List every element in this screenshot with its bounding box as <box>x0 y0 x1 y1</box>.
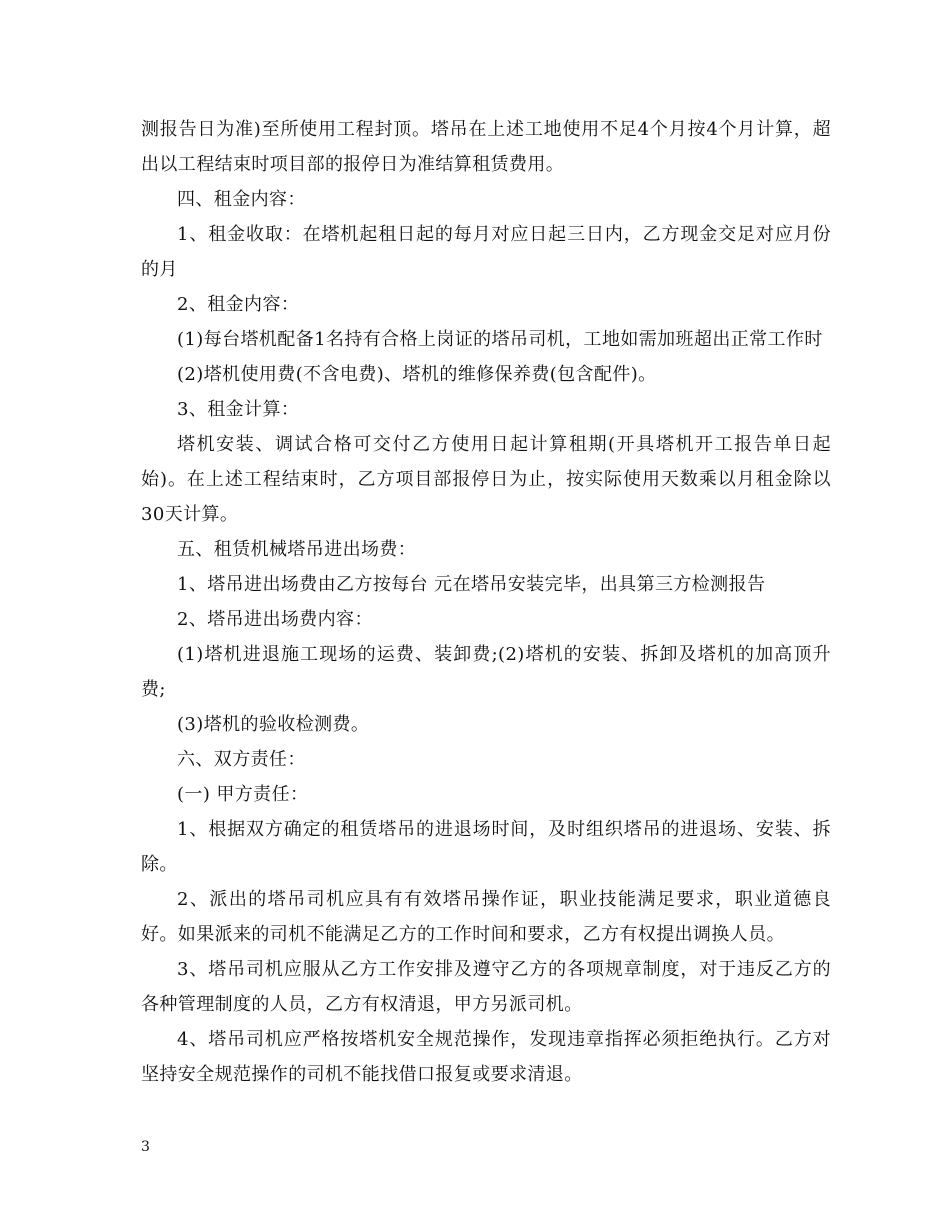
paragraph: 2、派出的塔吊司机应具有有效塔吊操作证，职业技能满足要求，职业道德良好。如果派来的司机不能满足乙方的工作时间和要求，乙方有权提出调换人员。 <box>141 889 831 945</box>
subsection-heading: (一) 甲方责任： <box>177 784 309 805</box>
document-body <box>141 112 831 1092</box>
paragraph: 4、塔吊司机应严格按塔机安全规范操作，发现违章指挥必须拒绝执行。乙方对坚持安全规范操作的司机不能找借口报复或要求清退。 <box>141 1029 831 1085</box>
paragraph: 1、租金收取：在塔机起租日起的每月对应日起三日内，乙方现金交足对应月份的月 <box>141 224 831 280</box>
subsection-heading: 2、塔吊进出场费内容： <box>177 609 373 630</box>
paragraph: 1、根据双方确定的租赁塔吊的进退场时间，及时组织塔吊的进退场、安装、拆除。 <box>141 819 831 875</box>
paragraph: (2)塔机使用费(不含电费)、塔机的维修保养费(包含配件)。 <box>177 364 657 385</box>
paragraph: 1、塔吊进出场费由乙方按每台 元在塔吊安装完毕，出具第三方检测报告 <box>177 574 766 595</box>
section-heading: 五、租赁机械塔吊进出场费： <box>177 539 417 560</box>
section-heading: 四、租金内容： <box>177 189 306 210</box>
section-heading: 六、双方责任： <box>177 749 306 770</box>
page-number: 3 <box>141 1139 150 1155</box>
subsection-heading: 3、租金计算： <box>177 399 300 420</box>
paragraph: (1)塔机进退施工现场的运费、装卸费;(2)塔机的安装、拆卸及塔机的加高顶升费; <box>141 644 831 700</box>
paragraph: 测报告日为准)至所使用工程封顶。塔吊在上述工地使用不足4个月按4个月计算，超出以工程结束时项目部的报停日为准结算租赁费用。 <box>141 119 831 175</box>
paragraph: (3)塔机的验收检测费。 <box>177 714 370 735</box>
paragraph: 塔机安装、调试合格可交付乙方使用日起计算租期(开具塔机开工报告单日起始)。在上述工程结束时，乙方项目部报停日为止，按实际使用天数乘以月租金除以30天计算。 <box>141 434 831 525</box>
subsection-heading: 2、租金内容： <box>177 294 300 315</box>
paragraph: 3、塔吊司机应服从乙方工作安排及遵守乙方的各项规章制度，对于违反乙方的各种管理制度的人员，乙方有权清退，甲方另派司机。 <box>141 959 831 1015</box>
paragraph: (1)每台塔机配备1名持有合格上岗证的塔吊司机，工地如需加班超出正常工作时 <box>177 329 823 350</box>
